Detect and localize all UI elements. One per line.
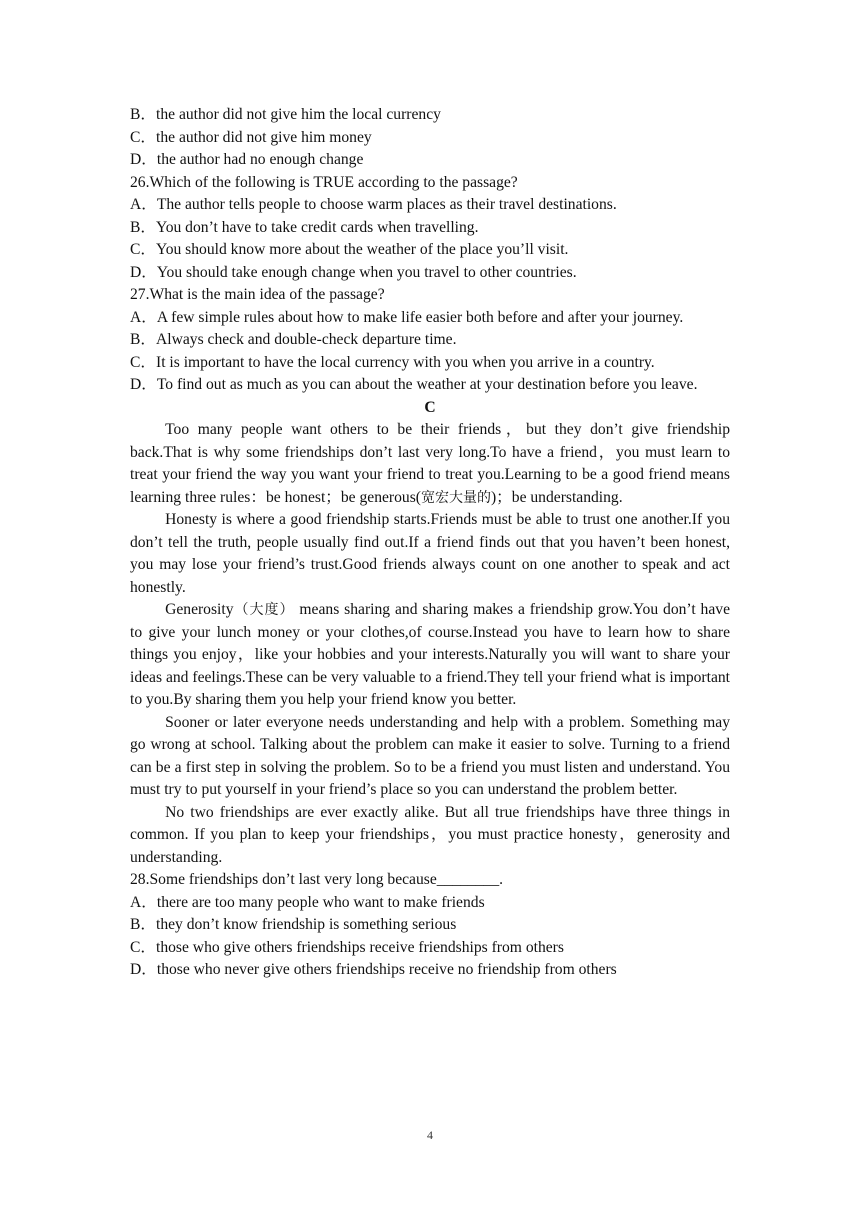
passage-paragraph-1 [130,419,730,509]
q26-option-b: B．You don’t have to take credit cards when travelling. [130,218,479,236]
q28-option-c: C．those who give others friendships receive friendships from others [130,938,564,956]
p1-text-before: Too many people want others to be their friends，but they don’t give friendship back.That is why some friendships don’t last very long.To have a friend，you must learn to treat your friend the way you want your friend to treat you.Learning to be a good friend means learning three rules：be honest；be generous( [130,421,730,506]
passage-paragraph-2: Honesty is where a good friendship starts.Friends must be able to trust one another.If you don’t tell the truth, people usually find out.If a friend finds out that you haven’t been honest, you may lose your friend’s trust.Good friends always count on one another to speak and act honestly. [130,511,730,596]
q27-stem: 27.What is the main idea of the passage? [130,286,385,303]
passage-paragraph-4: Sooner or later everyone needs understanding and help with a problem. Something may go wrong at school. Talking about the problem can make it easier to solve. Turning to a friend can be a first step in solving the problem. So to be a friend you must listen and understand. You must try to put yourself in your friend’s place so you can understand the problem better. [130,713,730,798]
section-heading: C [424,398,436,416]
q27-option-a: A．A few simple rules about how to make life easier both before and after your journey. [130,308,684,326]
p1-text-after: )；be understanding. [490,488,623,506]
q28-option-a: A．there are too many people who want to make friends [130,893,485,911]
q25-option-c: C．the author did not give him money [130,128,372,146]
q26-stem: 26.Which of the following is TRUE according to the passage? [130,173,518,191]
passage-paragraph-5: No two friendships are ever exactly alike. But all true friendships have three things in common. If you plan to keep your friendships，you must practice honesty，generosity and understanding. [130,803,730,866]
q27-option-c: C．It is important to have the local currency with you when you arrive in a country. [130,353,655,371]
q28-option-b: B．they don’t know friendship is something serious [130,916,457,933]
q26-option-c: C．You should know more about the weather of the place you’ll visit. [130,241,569,258]
p3-text-before: Generosity [165,601,234,618]
q28-stem: 28.Some friendships don’t last very long because________. [130,871,504,888]
passage-paragraph-3 [130,599,730,712]
q25-option-b: B．the author did not give him the local currency [130,106,441,123]
q27-option-d: D．To find out as much as you can about the weather at your destination before you leave. [130,376,698,393]
q27-option-b: B．Always check and double-check departure time. [130,331,457,348]
q26-option-a: A．The author tells people to choose warm places as their travel destinations. [130,196,617,213]
q26-option-d: D．You should take enough change when you travel to other countries. [130,263,577,281]
p3-text-after: means sharing and sharing makes a friendship grow.You don’t have to give your lunch money or your clothes,of course.Instead you have to learn how to share things you enjoy，like your hobbies and your interests.Naturally you will want to share your ideas and feelings.These can be very valuable to a friend.They tell your friend what is important to you.By sharing them you help your friend know you better. [130,601,730,708]
p3-chinese-gloss: （大度） [233,602,295,618]
page-content [130,104,730,982]
p1-chinese-gloss: 宽宏大量的 [420,489,491,506]
q28-option-d: D．those who never give others friendships receive no friendship from others [130,961,617,978]
q25-option-d: D．the author had no enough change [130,151,364,168]
page-number: 4 [427,1128,433,1142]
